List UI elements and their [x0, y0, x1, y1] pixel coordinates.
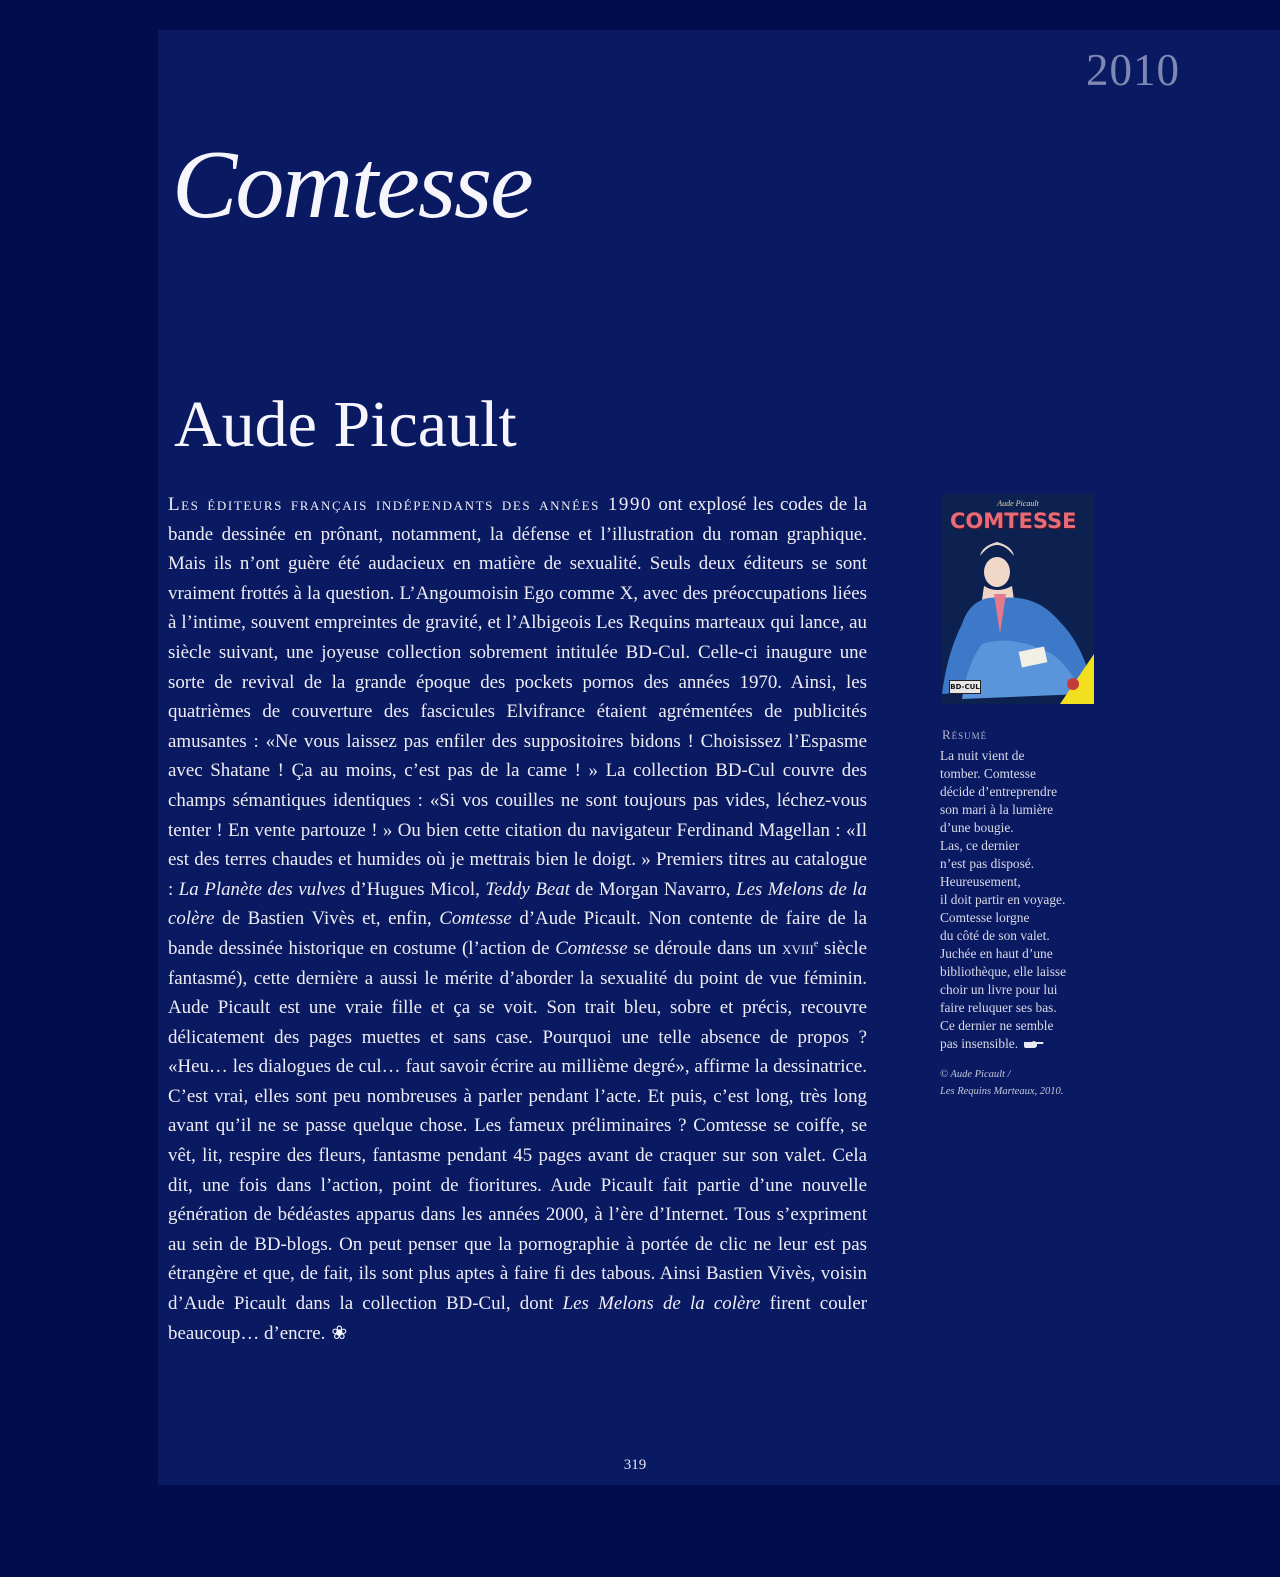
- summary-line: son mari à la lumière: [940, 802, 1054, 817]
- year-heading: 2010: [1086, 45, 1180, 95]
- cover-badge: BD-CUL: [949, 680, 981, 694]
- book-title: Les Melons de la colère: [168, 878, 868, 930]
- credit-line: Les Requins Marteaux, 2010.: [940, 1086, 1064, 1097]
- sidebar-heading: Résumé: [942, 727, 988, 742]
- article-body: [168, 490, 867, 1348]
- body-segment: siècle fantasmé), cette dernière a aussi le mérite d’aborder la sexualité du point de vue féminin. Aude Picault est une vraie fille et ça se voit. Son trait bleu, sobre et précis, recouvre délicatement des pages muettes et sans case. Pourquoi une telle absence de propos ? «Heu… les dialogues de cul… faut savoir écrire au millième degré», affirme la dessinatrice. C’est vrai, elles sont peu nombreuses à parler pendant l’acte. Et puis, c’est long, très long avant qu’il ne se passe quelque chose. Les fameux préliminaires ? Comtesse se coiffe, se vêt, lit, respire des fleurs, fantasme pendant 45 pages avant de craquer sur son valet. Cela dit, une fois dans l’action, point de fioritures. Aude Picault fait partie d’une nouvelle génération de bédéastes apparus dans les années 2000, à l’ère d’Internet. Tous s’expriment au sein de BD-blogs. On peut penser que la pornographie à portée de clic ne leur est pas étrangère et que, de fait, ils sont plus aptes à faire fi des tabous. Ainsi Bastien Vivès, voisin d’Aude Picault dans la collection BD-Cul, dont: [168, 937, 867, 1315]
- book-title: Les Melons de la colère: [562, 1293, 761, 1315]
- pointing-hand-icon: [1024, 1036, 1044, 1054]
- summary-line: Ce dernier ne semble: [940, 1018, 1054, 1033]
- summary-line-last: [940, 1035, 1110, 1054]
- article-author: Aude Picault: [174, 388, 517, 461]
- summary-line: Juchée en haut d’une: [940, 946, 1053, 961]
- body-segment: firent couler beaucoup… d’encre.: [168, 1293, 868, 1344]
- summary-line: La nuit vient de: [940, 748, 1025, 763]
- summary-line: du côté de son valet.: [940, 928, 1050, 943]
- book-cover-image: [942, 494, 1094, 704]
- summary-line: Las, ce dernier: [940, 838, 1020, 853]
- book-title: Teddy Beat: [485, 878, 570, 900]
- book-title: Comtesse: [555, 937, 628, 959]
- image-credit: [940, 1066, 1063, 1100]
- credit-line: © Aude Picault /: [940, 1069, 1011, 1080]
- summary-line: d’une bougie.: [940, 820, 1014, 835]
- cover-title: COMTESSE: [950, 509, 1077, 533]
- body-segment: d’Aude Picault. Non contente de faire de la bande dessinée historique en costume (l’action de: [168, 908, 867, 959]
- summary-line: Heureusement,: [940, 874, 1021, 889]
- body-segment: de Morgan Navarro,: [569, 878, 737, 900]
- summary-line: n’est pas disposé.: [940, 856, 1035, 871]
- body-segment: de Bastien Vivès et, enfin,: [214, 908, 440, 930]
- body-segment: se déroule dans un: [627, 937, 783, 959]
- summary-line: tomber. Comtesse: [940, 766, 1036, 781]
- century-superscript: e: [813, 938, 819, 950]
- summary-line: décide d’entreprendre: [940, 784, 1058, 799]
- book-title: La Planète des vulves: [178, 878, 346, 900]
- flower-ornament-icon: ❀: [331, 1322, 348, 1344]
- summary-line: bibliothèque, elle laisse: [940, 964, 1067, 979]
- summary-line: Comtesse lorgne: [940, 910, 1030, 925]
- summary-line: pas insensible.: [940, 1036, 1019, 1051]
- century-numeral: xviii: [782, 937, 814, 959]
- body-segment: ont explosé les codes de la bande dessinée en prônant, notamment, la défense et l’illustration du roman graphique. Mais ils n’ont guère été audacieux en matière de sexualité. Seuls deux éditeurs se sont vraiment frottés à la question. L’Angoumoisin Ego comme X, avec des préoccupations liées à l’intime, souvent empreintes de gravité, et l’Albigeois Les Requins marteaux qui lance, au siècle suivant, une joyeuse collection sobrement intitulée BD-Cul. Celle-ci inaugure une sorte de revival de la grande époque des pockets pornos des années 1970. Ainsi, les quatrièmes de couverture des fascicules Elvifrance étaient agrémentées de publicités amusantes : «Ne vous laissez pas enfiler des suppositoires bidons ! Choisissez l’Espasme avec Shatane ! Ça au moins, c’est pas de la came ! » La collection BD-Cul couvre des champs sémantiques identiques : «Si vos couilles ne sont toujours pas vides, léchez-vous tenter ! En vente partouze ! » Ou bien cette citation du navigateur Ferdinand Magellan : «Il est des terres chaudes et humides où je mettrais bien le doigt. » Premiers titres au catalogue :: [168, 494, 867, 900]
- summary-line: choir un livre pour lui: [940, 982, 1058, 997]
- body-segment: d’Hugues Micol,: [345, 878, 486, 900]
- lead-in: Les éditeurs français indépendants des années 1990: [168, 494, 653, 515]
- cover-author: Aude Picault: [997, 499, 1039, 508]
- page-number: 319: [623, 1457, 647, 1473]
- summary-text: [940, 747, 1110, 1054]
- summary-line: il doit partir en voyage.: [940, 892, 1066, 907]
- book-title: Comtesse: [439, 908, 512, 930]
- summary-line: faire reluquer ses bas.: [940, 1000, 1057, 1015]
- article-title: Comtesse: [172, 131, 532, 239]
